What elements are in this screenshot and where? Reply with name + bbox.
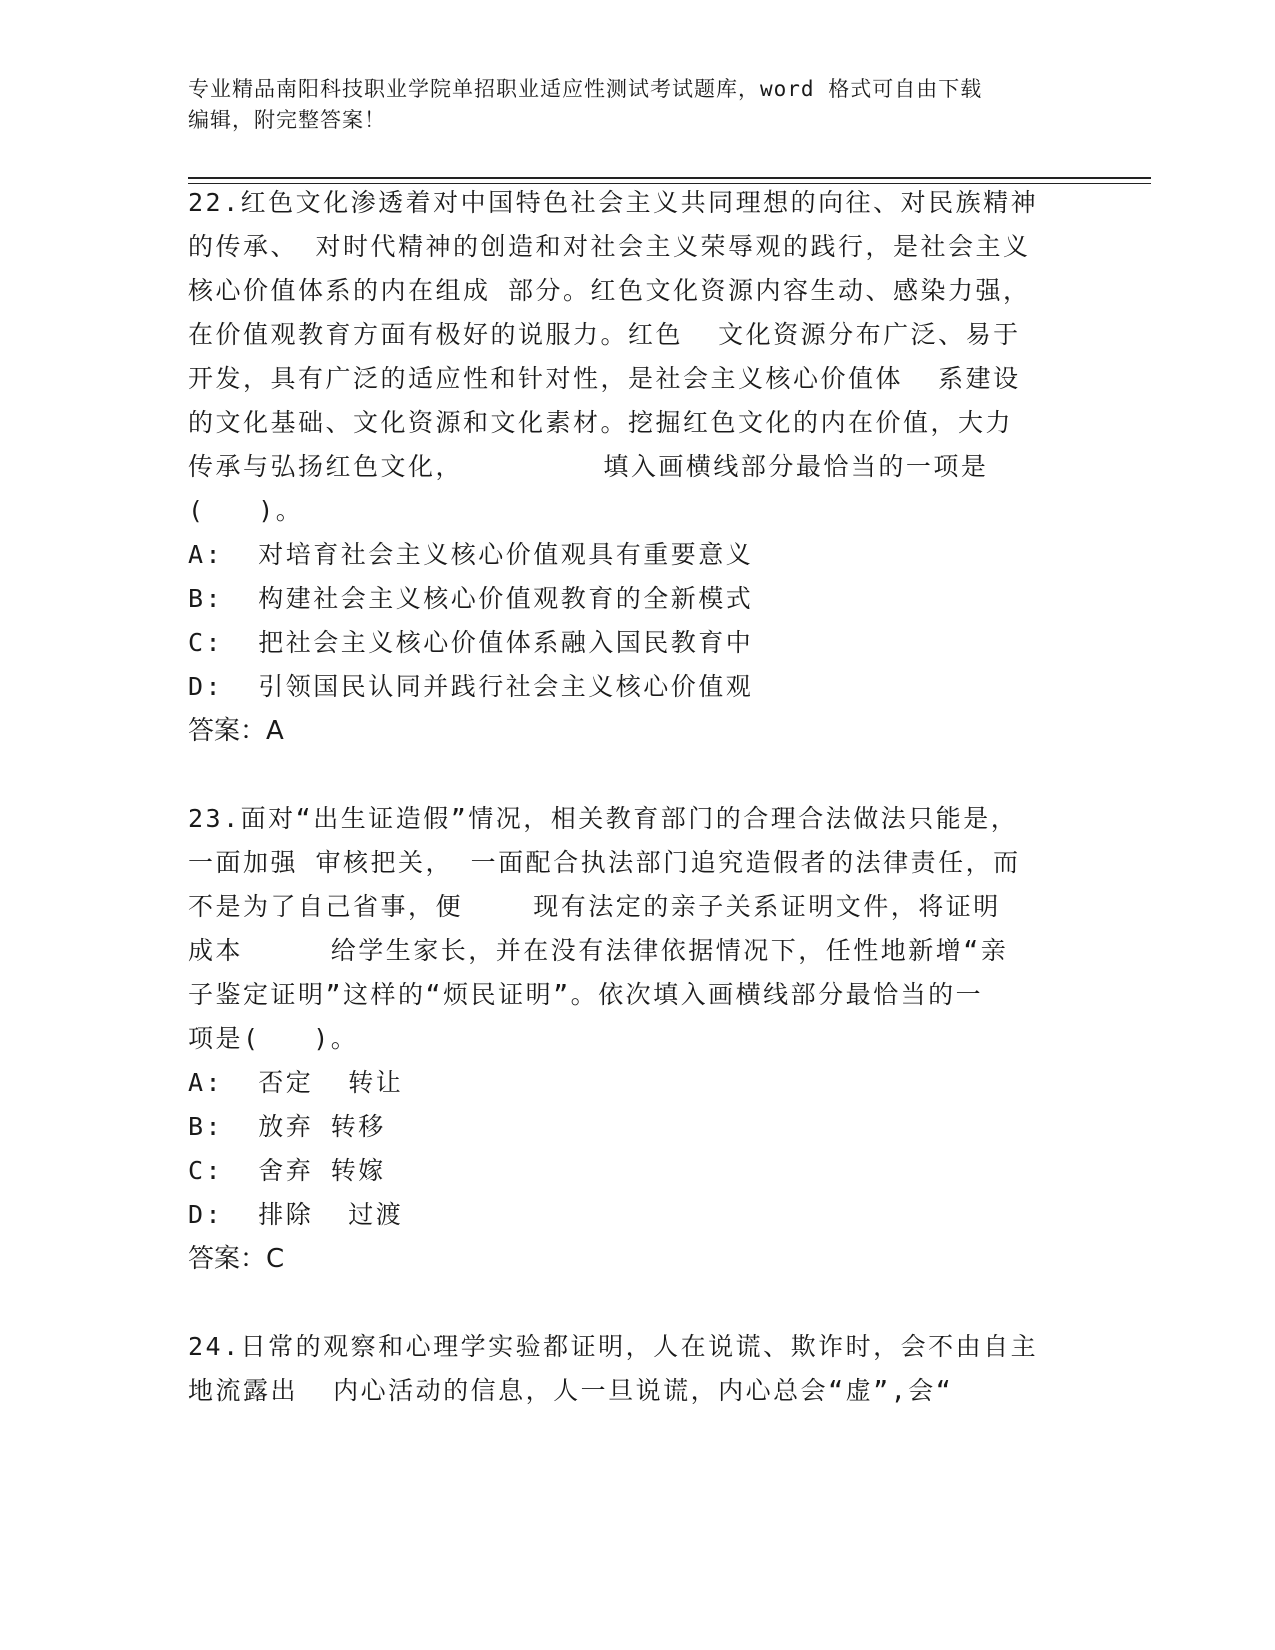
q23-answer: 答案：C	[188, 1244, 285, 1274]
q22-text-line: 在价值观教育方面有极好的说服力。红色 文化资源分布广泛、易于	[188, 320, 1021, 349]
q24-text-line: 地流露出 内心活动的信息，人一旦说谎，内心总会“虚”,会“	[188, 1376, 954, 1405]
header-line-1: 专业精品南阳科技职业学院单招职业适应性测试考试题库，word 格式可自由下载	[188, 77, 983, 101]
q23-text-line: 成本 给学生家长，并在没有法律依据情况下，任性地新增“亲	[188, 936, 1009, 965]
q23-text-line: 子鉴定证明”这样的“烦民证明”。依次填入画横线部分最恰当的一	[188, 980, 984, 1009]
q23-text-line: 23.面对“出生证造假”情况，相关教育部门的合理合法做法只能是，	[188, 804, 1019, 833]
q24-text-line: 24.日常的观察和心理学实验都证明，人在说谎、欺诈时，会不由自主	[188, 1332, 1039, 1361]
q22-text-line: ( )。	[188, 496, 304, 525]
document-header	[188, 74, 1068, 136]
q23-text-line: 一面加强 审核把关， 一面配合执法部门追究造假者的法律责任，而	[188, 848, 1021, 877]
q22-text-line: 传承与弘扬红色文化， 填入画横线部分最恰当的一项是	[188, 452, 989, 481]
header-line-2: 编辑，附完整答案！	[188, 108, 386, 132]
q22-text-line: 开发，具有广泛的适应性和针对性，是社会主义核心价值体 系建设	[188, 364, 1021, 393]
q22-text-line: 的传承、 对时代精神的创造和对社会主义荣辱观的践行，是社会主义	[188, 232, 1031, 261]
header-divider-thin	[188, 183, 1151, 184]
q22-text-line: 核心价值体系的内在组成 部分。红色文化资源内容生动、感染力强，	[188, 276, 1031, 305]
q22-text-line: 22.红色文化渗透着对中国特色社会主义共同理想的向往、对民族精神	[188, 188, 1039, 217]
q22-option-b: B: 构建社会主义核心价值观教育的全新模式	[188, 584, 754, 613]
q23-option-d: D: 排除 过渡	[188, 1200, 404, 1229]
q23-option-a: A: 否定 转让	[188, 1068, 404, 1097]
q23-option-b: B: 放弃 转移	[188, 1112, 386, 1141]
q22-option-a: A: 对培育社会主义核心价值观具有重要意义	[188, 540, 754, 569]
header-divider-thick	[188, 177, 1151, 179]
q22-answer: 答案：A	[188, 716, 284, 746]
q23-text-line: 项是( )。	[188, 1024, 359, 1053]
q22-option-d: D: 引领国民认同并践行社会主义核心价值观	[188, 672, 754, 701]
q22-option-c: C: 把社会主义核心价值体系融入国民教育中	[188, 628, 754, 657]
q22-text-line: 的文化基础、文化资源和文化素材。挖掘红色文化的内在价值，大力	[188, 408, 1014, 437]
q23-option-c: C: 舍弃 转嫁	[188, 1156, 386, 1185]
q23-text-line: 不是为了自己省事，便 现有法定的亲子关系证明文件，将证明	[188, 892, 1001, 921]
